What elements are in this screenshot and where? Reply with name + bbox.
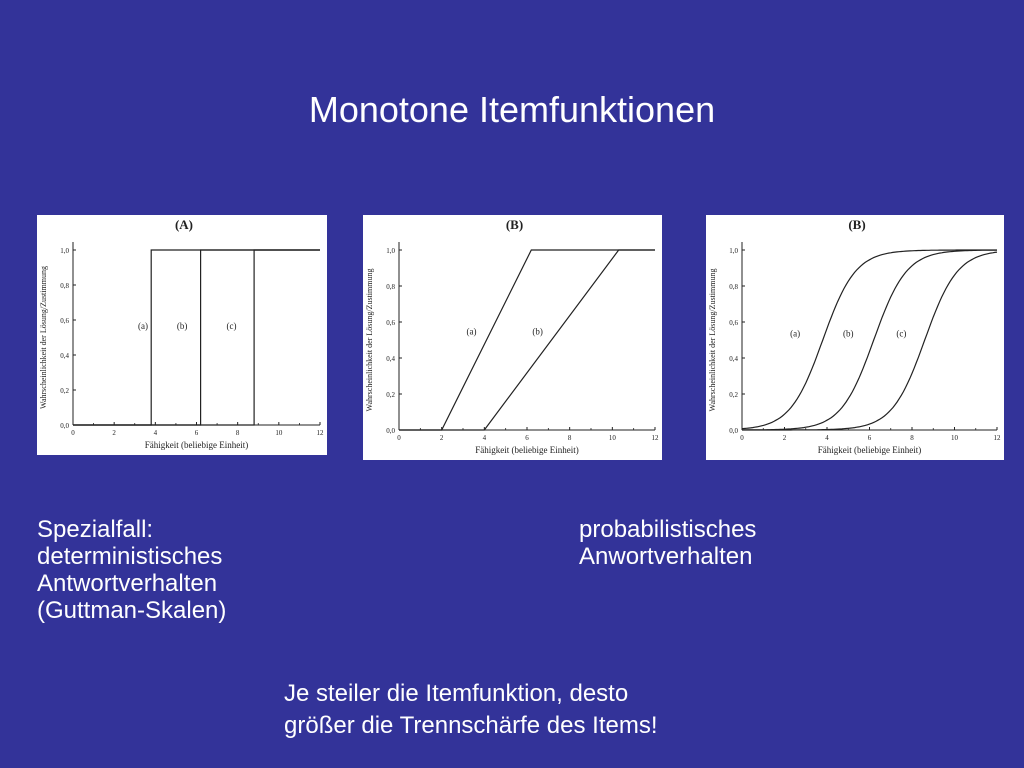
x-tick-label: 2 — [112, 429, 116, 437]
x-tick-label: 12 — [993, 434, 1001, 442]
y-axis-label: Wahrscheinlichkeit der Lösung/Zustimmung — [365, 268, 374, 412]
chart-title: (A) — [174, 217, 194, 232]
y-tick-label: 0,2 — [729, 391, 738, 399]
chart-b-svg — [363, 215, 662, 460]
curve-label: (b) — [532, 326, 543, 337]
y-tick-label: 0,4 — [386, 355, 395, 363]
item-curve-a — [742, 250, 997, 429]
item-curve-c — [742, 252, 997, 430]
chart-title: (B) — [505, 217, 524, 232]
x-tick-label: 0 — [71, 429, 75, 437]
x-axis-label: Fähigkeit (beliebige Einheit) — [475, 445, 579, 455]
y-tick-label: 0,0 — [729, 427, 738, 435]
chart-c-panel — [706, 215, 1004, 460]
curve-label: (a) — [790, 328, 801, 339]
right-caption-line: Anwortverhalten — [579, 543, 753, 570]
y-tick-label: 0,0 — [386, 427, 395, 435]
curve-label: (c) — [226, 320, 237, 331]
x-tick-label: 0 — [397, 434, 401, 442]
x-tick-label: 8 — [235, 429, 240, 437]
x-tick-label: 6 — [194, 429, 199, 437]
chart-c-svg — [706, 215, 1004, 460]
chart-a-svg — [37, 215, 327, 455]
item-curve-a — [399, 250, 655, 430]
left-caption-line: (Guttman-Skalen) — [37, 597, 227, 624]
x-tick-label: 6 — [525, 434, 529, 442]
left-caption-line: deterministisches — [37, 543, 223, 570]
y-tick-label: 0,8 — [729, 283, 738, 291]
bottom-caption-line: Je steiler die Itemfunktion, desto — [284, 680, 629, 707]
left-caption-line: Antwortverhalten — [37, 570, 218, 597]
chart-title: (B) — [848, 217, 866, 232]
x-tick-label: 2 — [439, 434, 444, 442]
curve-label: (c) — [896, 328, 907, 339]
bottom-caption — [284, 678, 658, 742]
y-axis-label: Wahrscheinlichkeit der Lösung/Zustimmung — [708, 268, 717, 412]
y-axis-label: Wahrscheinlichkeit der Lösung/Zustimmung — [39, 266, 48, 409]
x-axis-label: Fähigkeit (beliebige Einheit) — [817, 445, 922, 455]
x-tick-label: 2 — [782, 434, 787, 442]
x-tick-label: 4 — [482, 434, 487, 442]
y-tick-label: 0,2 — [60, 387, 69, 395]
x-tick-label: 10 — [951, 434, 958, 442]
y-tick-label: 1,0 — [60, 247, 69, 255]
x-tick-label: 6 — [867, 434, 872, 442]
x-tick-label: 10 — [608, 434, 616, 442]
x-tick-label: 8 — [567, 434, 572, 442]
y-tick-label: 0,6 — [60, 317, 69, 325]
x-tick-label: 12 — [651, 434, 659, 442]
y-tick-label: 0,8 — [386, 283, 395, 291]
y-tick-label: 0,4 — [729, 355, 738, 363]
y-tick-label: 0,4 — [60, 352, 69, 360]
curve-label: (b) — [843, 328, 854, 339]
slide-title: Monotone Itemfunktionen — [308, 89, 716, 130]
y-tick-label: 0,8 — [60, 282, 69, 290]
curve-label: (a) — [466, 326, 477, 337]
curve-label: (a) — [137, 320, 148, 331]
item-curve-b — [399, 250, 655, 430]
right-caption-line: probabilistisches — [579, 516, 757, 543]
x-tick-label: 4 — [825, 434, 829, 442]
x-tick-label: 12 — [316, 429, 324, 437]
item-curve-a — [73, 250, 320, 425]
y-tick-label: 0,6 — [386, 319, 395, 327]
item-curve-b — [742, 250, 997, 430]
x-tick-label: 4 — [153, 429, 158, 437]
item-curve-c — [73, 250, 320, 425]
curve-label: (b) — [176, 320, 188, 331]
left-caption — [37, 516, 226, 624]
y-tick-label: 1,0 — [386, 247, 395, 255]
x-axis-label: Fähigkeit (beliebige Einheit) — [144, 440, 249, 450]
x-tick-label: 10 — [275, 429, 283, 437]
y-tick-label: 0,2 — [386, 391, 395, 399]
right-caption — [579, 516, 756, 570]
y-tick-label: 0,6 — [729, 319, 738, 327]
y-tick-label: 1,0 — [729, 247, 738, 255]
x-tick-label: 0 — [740, 434, 744, 442]
item-curve-b — [73, 250, 320, 425]
chart-b-panel — [363, 215, 662, 460]
x-tick-label: 8 — [910, 434, 914, 442]
bottom-caption-line: größer die Trennschärfe des Items! — [284, 712, 658, 739]
y-tick-label: 0,0 — [60, 422, 69, 430]
chart-a-panel — [37, 215, 327, 455]
left-caption-line: Spezialfall: — [37, 516, 154, 543]
